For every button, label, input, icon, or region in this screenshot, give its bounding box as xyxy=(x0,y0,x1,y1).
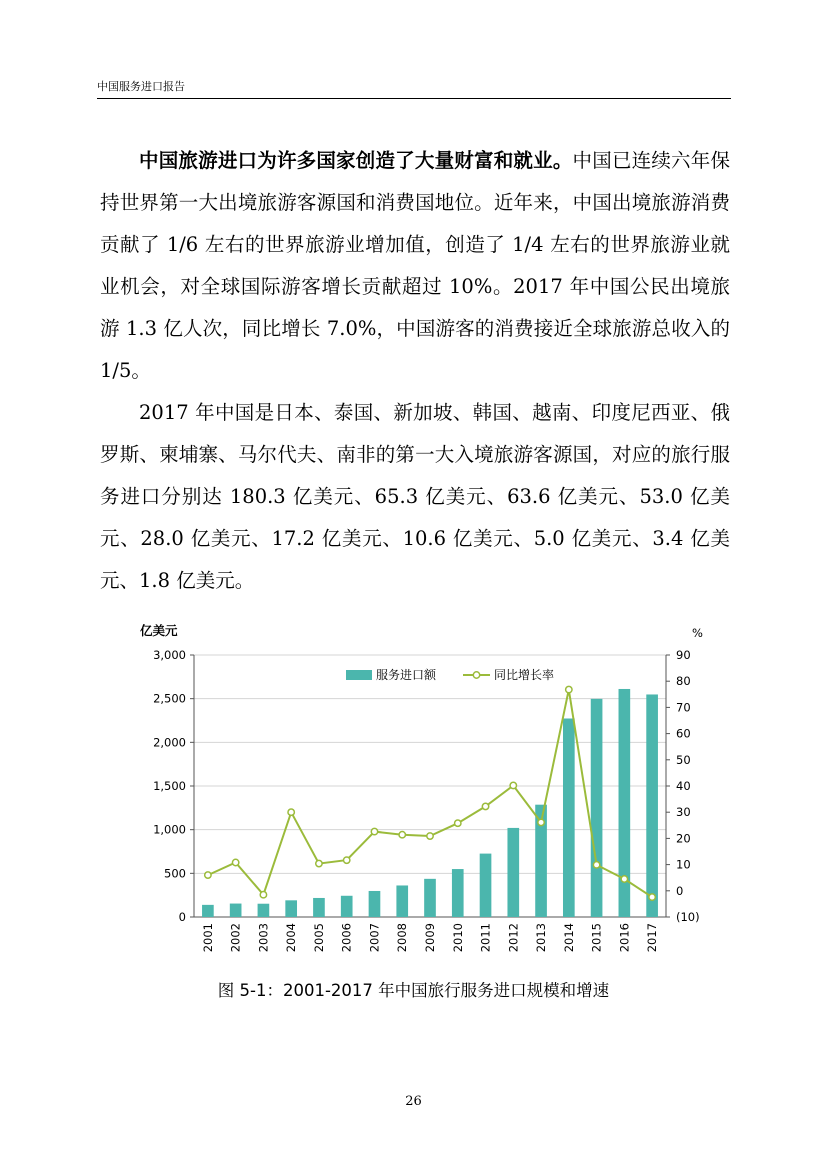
right-tick-label: 90 xyxy=(676,648,691,662)
right-tick-label: 60 xyxy=(676,726,691,741)
x-tick-label: 2011 xyxy=(478,923,493,953)
growth-rate-point xyxy=(510,782,516,788)
x-tick-label: 2017 xyxy=(645,923,660,953)
x-tick-label: 2003 xyxy=(256,923,271,953)
growth-rate-point xyxy=(232,859,238,865)
x-tick-label: 2005 xyxy=(311,923,326,953)
right-tick-label: 10 xyxy=(676,857,691,872)
growth-rate-line xyxy=(208,690,652,898)
x-tick-label: 2004 xyxy=(284,923,299,953)
left-tick-label: 3,000 xyxy=(153,648,186,662)
x-tick-label: 2015 xyxy=(589,923,604,953)
right-tick-label: 80 xyxy=(676,674,691,689)
left-tick-label: 2,000 xyxy=(153,735,186,750)
bar xyxy=(258,904,270,917)
legend-bar-label: 服务进口额 xyxy=(376,668,437,682)
right-tick-label: 30 xyxy=(676,805,691,820)
x-tick-label: 2009 xyxy=(423,923,437,953)
body-text xyxy=(100,140,730,602)
left-tick-label: 2,500 xyxy=(153,691,186,706)
x-tick-label: 2010 xyxy=(450,923,465,953)
x-tick-label: 2007 xyxy=(367,923,382,953)
left-tick-label: 1,500 xyxy=(153,779,186,793)
right-tick-label: 20 xyxy=(676,831,691,846)
right-tick-label: 40 xyxy=(676,779,691,793)
growth-rate-point xyxy=(288,809,294,815)
bar xyxy=(285,900,297,917)
right-tick-label: 50 xyxy=(676,752,691,767)
growth-rate-point xyxy=(455,820,461,826)
x-tick-label: 2002 xyxy=(228,923,243,953)
growth-rate-point xyxy=(593,862,599,868)
x-tick-label: 2013 xyxy=(534,923,549,953)
bar xyxy=(507,828,519,917)
x-tick-label: 2001 xyxy=(200,923,215,953)
right-tick-label: 0 xyxy=(676,883,684,898)
growth-rate-point xyxy=(316,860,322,866)
header-title: 中国服务进口报告 xyxy=(97,80,185,93)
growth-rate-point xyxy=(399,832,405,838)
bar xyxy=(452,869,464,917)
bar xyxy=(424,879,436,917)
x-tick-label: 2006 xyxy=(339,923,354,953)
growth-rate-point xyxy=(260,892,266,898)
bar xyxy=(313,898,325,917)
growth-rate-point xyxy=(205,872,211,878)
paragraph-1-text: 中国已连续六年保持世界第一大出境旅游客源国和消费国地位。近年来，中国出境旅游消费贡献了 1/6 左右的世界旅游业增加值，创造了 1/4 左右的世界旅游业就业机会，对全球国际游客增长贡献超过 10%。2017 年中国公民出境旅游 1.3 亿人次，同比增长 7.0%，中国游客的消费接近全球旅游总收入的 1/5。 xyxy=(100,149,730,382)
growth-rate-point xyxy=(649,894,655,900)
x-tick-label: 2014 xyxy=(561,923,576,953)
right-tick-label: 70 xyxy=(676,700,691,715)
bar xyxy=(230,904,242,917)
growth-rate-point xyxy=(344,857,350,863)
x-tick-label: 2016 xyxy=(617,923,632,953)
legend-line-marker xyxy=(473,672,479,678)
legend-bar-swatch xyxy=(346,670,372,680)
paragraph-1 xyxy=(100,140,730,392)
growth-rate-point xyxy=(371,828,377,834)
x-tick-label: 2008 xyxy=(395,923,410,953)
bar xyxy=(563,718,575,917)
left-tick-label: 0 xyxy=(178,910,186,924)
growth-rate-point xyxy=(538,819,544,825)
x-tick-label: 2012 xyxy=(506,923,521,953)
growth-rate-point xyxy=(621,876,627,882)
right-tick-label: (10) xyxy=(676,910,700,924)
growth-rate-point xyxy=(566,686,572,692)
paragraph-2: 2017 年中国是日本、泰国、新加坡、韩国、越南、印度尼西亚、俄罗斯、柬埔寨、马尔代夫、南非的第一大入境旅游客源国，对应的旅行服务进口分别达 180.3 亿美元、65.3 亿美元、63.6 亿美元、53.0 亿美元、28.0 亿美元、17.2 亿美元、10.6 亿美元、5.0 亿美元、3.4 亿美元、1.8 亿美元。 xyxy=(100,401,730,592)
growth-rate-point xyxy=(427,833,433,839)
paragraph-1-lead: 中国旅游进口为许多国家创造了大量财富和就业。 xyxy=(139,149,573,172)
left-axis-label: 亿美元 xyxy=(140,623,178,638)
bar xyxy=(646,694,658,917)
bar xyxy=(369,891,381,917)
bar xyxy=(341,896,353,917)
legend-line-label: 同比增长率 xyxy=(494,668,555,682)
figure-caption: 图 5-1：2001-2017 年中国旅行服务进口规模和增速 xyxy=(217,981,610,1000)
bar xyxy=(591,699,603,917)
page-number: 26 xyxy=(405,1094,422,1109)
left-tick-label: 500 xyxy=(164,866,186,881)
page-header xyxy=(97,78,731,99)
bar xyxy=(396,885,408,917)
bar xyxy=(480,854,492,917)
right-axis-label: % xyxy=(692,626,703,640)
travel-import-chart xyxy=(130,615,720,965)
growth-rate-point xyxy=(482,803,488,809)
bar xyxy=(202,905,214,917)
left-tick-label: 1,000 xyxy=(153,822,186,837)
